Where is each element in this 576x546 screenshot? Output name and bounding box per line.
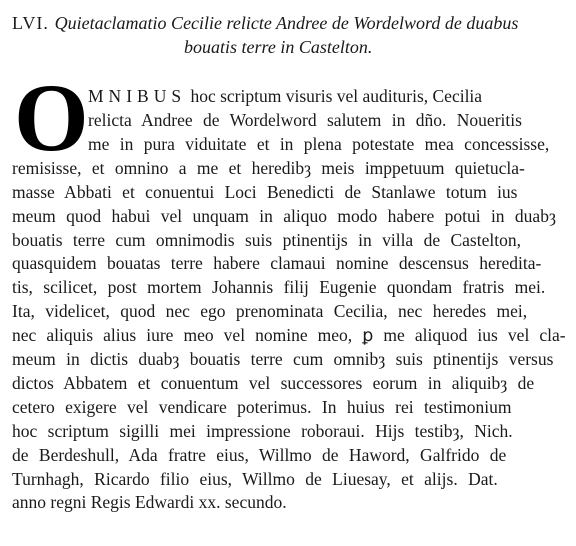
body-line-3: me in pura viduitate et in plena potestate mea concessisse, [88, 133, 550, 154]
body-line-12: meum in dictis duabȝ bouatis terre cum omnibȝ suis ptinentijs versus [12, 349, 554, 369]
body-line-16: de Berdeshull, Ada fratre eius, Willmo de Haword, Galfrido de [12, 444, 507, 465]
body-line-17: Turnhagh, Ricardo filio eius, Willmo de Liuesay, et alijs. Dat. [12, 468, 498, 489]
body-line-11: nec aliquis alius iure meo vel nomine meo, ꝑ me aliquod ius vel cla- [12, 325, 566, 346]
body-line-9: tis, scilicet, post mortem Johannis filij Eugenie quondam fratris mei. [12, 277, 546, 298]
charter-title-part-2: bouatis terre in Castelton. [184, 37, 373, 57]
charter-heading-line-1 [12, 12, 518, 35]
body-line-14: cetero exigere vel vendicare poterimus. In huius rei testimonium [12, 396, 512, 417]
body-line-6: meum quod habui vel unquam in aliquo modo habere potui in duabȝ [12, 205, 556, 226]
drop-cap-initial: O [14, 64, 89, 171]
body-line-10: Ita, videlicet, quod nec ego prenominata Cecilia, nec heredes mei, [12, 301, 528, 322]
body-line-1 [88, 84, 482, 108]
opening-word: MNIBUS [88, 86, 187, 106]
body-line-18: anno regni Regis Edwardi xx. secundo. [12, 492, 287, 513]
body-line-5: masse Abbati et conuentui Loci Benedicti de Stanlawe totum ius [12, 181, 518, 202]
body-line-2: relicta Andree de Wordelword salutem in dño. Noueritis [88, 110, 522, 130]
body-line-7: bouatis terre cum omnimodis suis ptinentijs in villa de Castelton, [12, 229, 521, 250]
body-line-8: quasquidem bouatas terre habere clamaui nomine descensus hereditа- [12, 253, 542, 274]
body-line-15: hoc scriptum sigilli mei impressione roboraui. Hijs testibȝ, Nich. [12, 420, 513, 441]
charter-number: LVI. [12, 13, 49, 33]
body-line-13: dictos Abbatem et conuentum vel successores eorum in aliquibȝ de [12, 372, 535, 393]
body-line-1-rest: hoc scriptum visuris vel audituris, Cecilia [190, 86, 483, 106]
body-line-4: remisisse, et omnino a me et heredibȝ meis imppetuum quietucla- [12, 157, 525, 178]
charter-title-part-1: Quietaclamatio Cecilie relicte Andree de Wordelword de duabus [54, 13, 519, 33]
